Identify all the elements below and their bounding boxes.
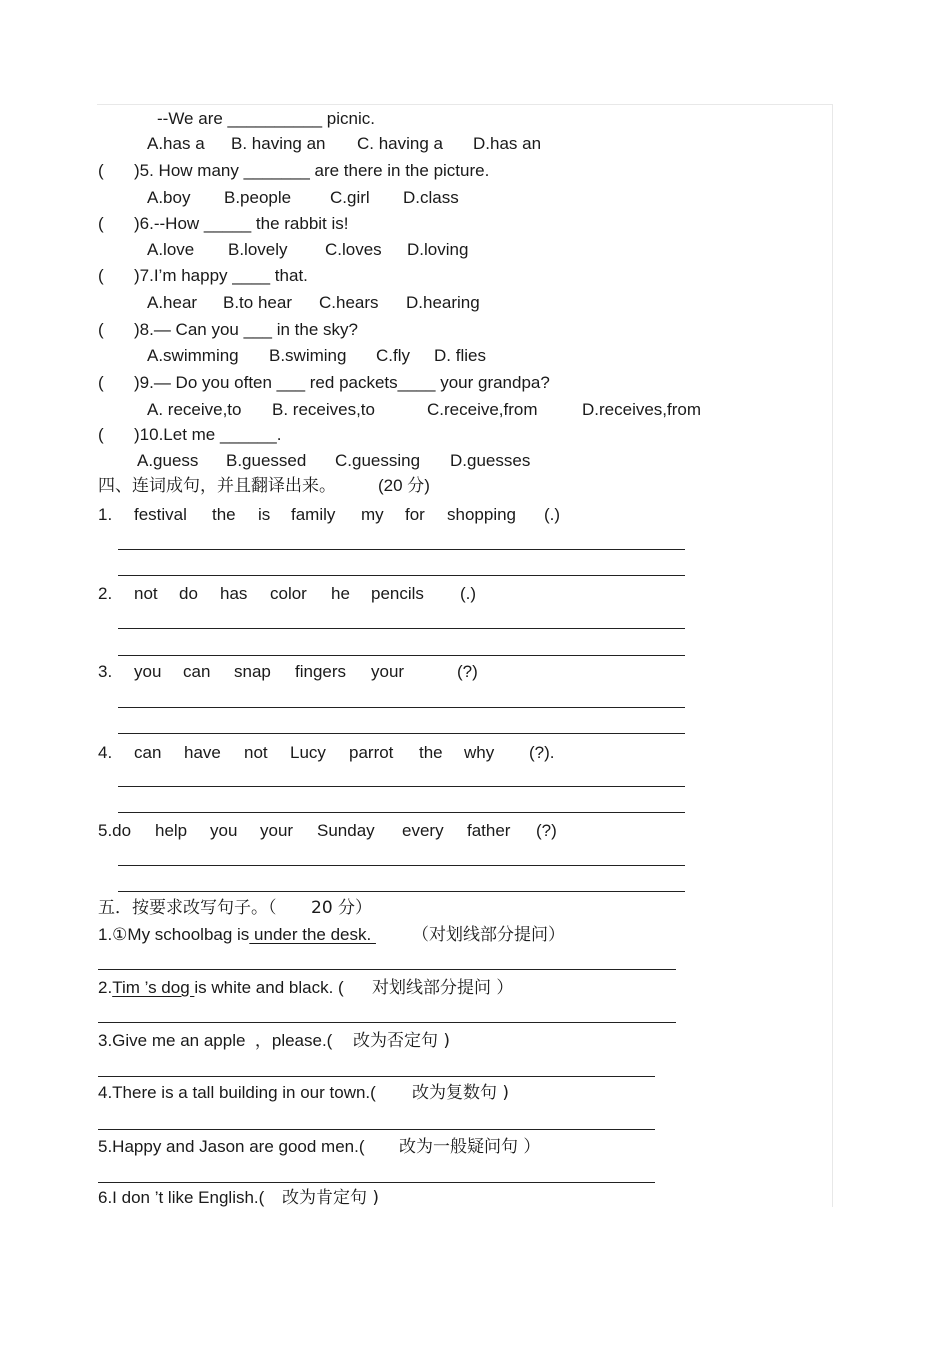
s4-item3-word: can: [183, 662, 211, 681]
s4-item2-word: do: [179, 584, 198, 603]
q9-option-c: C.receive,from: [427, 400, 538, 419]
s4-item1-num: 1.: [98, 505, 113, 524]
q8-option-d: D. flies: [434, 346, 486, 365]
q7-answer-paren: (: [98, 266, 104, 285]
section4-title: 四、连词成句，并且翻译出来。: [98, 476, 336, 496]
s4-item3-word: your: [371, 662, 405, 681]
s4-item2-word: color: [270, 584, 307, 603]
answer-line: [118, 865, 685, 866]
s5-item6-requirement: 改为肯定句 ): [282, 1188, 380, 1208]
s4-item3-word: you: [134, 662, 162, 681]
page-border-top: [97, 104, 832, 105]
s5-item1-requirement: （对划线部分提问）: [412, 925, 565, 945]
s4-item5-word: (?): [536, 821, 557, 840]
q9-answer-paren: (: [98, 373, 104, 392]
s4-item2-word: not: [134, 584, 158, 603]
s4-item5-num: 5.do: [98, 821, 132, 840]
s5-item2: [98, 978, 344, 998]
s4-item5-word: help: [155, 821, 188, 840]
q5-stem: )5. How many _______ are there in the picture.: [134, 161, 490, 180]
q10-option-a: A.guess: [137, 451, 199, 470]
s5-item3-text: 3.Give me an apple ，please.(: [98, 1031, 333, 1050]
q10-stem: )10.Let me ______.: [134, 425, 282, 444]
s4-item1-word: for: [405, 505, 425, 524]
q6-option-c: C.loves: [325, 240, 382, 259]
s4-item1-word: my: [361, 505, 384, 524]
s4-item1-word: shopping: [447, 505, 517, 524]
section5-title: 五．按要求改写句子。（: [98, 898, 277, 918]
q6-option-b: B.lovely: [228, 240, 288, 259]
q6-option-d: D.loving: [407, 240, 469, 259]
s4-item2-word: (.): [460, 584, 477, 603]
s4-item4-word: have: [184, 743, 221, 762]
s4-item1-word: festival: [134, 505, 187, 524]
q4-option-b: B. having an: [231, 134, 326, 153]
q5-option-c: C.girl: [330, 188, 370, 207]
q8-option-b: B.swiming: [269, 346, 347, 365]
q4-option-d: D.has an: [473, 134, 542, 153]
answer-line: [98, 1076, 655, 1077]
answer-line: [98, 1182, 655, 1183]
s4-item5-word: Sunday: [317, 821, 375, 840]
s4-item2-word: has: [220, 584, 248, 603]
section5-score: 20 分）: [311, 898, 373, 918]
s5-item2-requirement: 对划线部分提问 ）: [372, 978, 514, 998]
s5-item6-text: 6.I don ’t like English.(: [98, 1188, 265, 1207]
q7-stem: )7.I’m happy ____ that.: [134, 266, 308, 285]
s4-item1-word: is: [258, 505, 271, 524]
answer-line: [118, 655, 685, 656]
q8-option-a: A.swimming: [147, 346, 239, 365]
q7-option-c: C.hears: [319, 293, 379, 312]
q5-option-a: A.boy: [147, 188, 191, 207]
q10-option-c: C.guessing: [335, 451, 421, 470]
q4-option-c: C. having a: [357, 134, 443, 153]
q10-option-b: B.guessed: [226, 451, 307, 470]
s4-item4-word: why: [464, 743, 495, 762]
s5-item1-underlined: under the desk.: [249, 925, 376, 944]
s4-item3-word: (?): [457, 662, 478, 681]
s5-item5-requirement: 改为一般疑问句 ）: [399, 1137, 541, 1157]
answer-line: [118, 549, 685, 550]
s5-item2-text-after: is white and black. (: [194, 978, 344, 997]
s4-item2-num: 2.: [98, 584, 113, 603]
page-border-right: [832, 104, 833, 1207]
q9-option-b: B. receives,to: [272, 400, 375, 419]
q5-answer-paren: (: [98, 161, 104, 180]
q6-option-a: A.love: [147, 240, 195, 259]
answer-line: [118, 812, 685, 813]
s5-item4-requirement: 改为复数句 ): [412, 1083, 510, 1103]
s5-item3-requirement: 改为否定句 ): [353, 1031, 451, 1051]
s4-item4-word: parrot: [349, 743, 394, 762]
s4-item4-num: 4.: [98, 743, 113, 762]
s5-item2-underlined: Tim ’s dog: [112, 978, 195, 997]
s4-item3-num: 3.: [98, 662, 113, 681]
q9-option-d: D.receives,from: [582, 400, 702, 419]
answer-line: [98, 1129, 655, 1130]
s4-item5-word: you: [210, 821, 238, 840]
answer-line: [98, 1022, 676, 1023]
s4-item2-word: he: [331, 584, 350, 603]
s4-item5-word: father: [467, 821, 511, 840]
q10-answer-paren: (: [98, 425, 104, 444]
answer-line: [118, 786, 685, 787]
s4-item4-word: Lucy: [290, 743, 326, 762]
q4-stem: --We are __________ picnic.: [157, 109, 375, 128]
s4-item3-word: fingers: [295, 662, 347, 681]
q7-option-b: B.to hear: [223, 293, 292, 312]
s4-item3-word: snap: [234, 662, 271, 681]
s4-item5-word: your: [260, 821, 294, 840]
q5-option-b: B.people: [224, 188, 292, 207]
s5-item2-text: 2.: [98, 978, 113, 997]
q7-option-a: A.hear: [147, 293, 198, 312]
s4-item1-word: family: [291, 505, 336, 524]
q7-option-d: D.hearing: [406, 293, 480, 312]
s4-item4-word: not: [244, 743, 268, 762]
answer-line: [118, 575, 685, 576]
s5-item4-text: 4.There is a tall building in our town.(: [98, 1083, 376, 1102]
s4-item4-word: can: [134, 743, 162, 762]
q8-option-c: C.fly: [376, 346, 410, 365]
q6-stem: )6.--How _____ the rabbit is!: [134, 214, 349, 233]
q4-option-a: A.has a: [147, 134, 205, 153]
section4-score: (20 分): [378, 476, 430, 495]
answer-line: [118, 733, 685, 734]
q10-option-d: D.guesses: [450, 451, 531, 470]
answer-line: [118, 707, 685, 708]
answer-line: [98, 969, 676, 970]
answer-line: [118, 628, 685, 629]
q9-option-a: A. receive,to: [147, 400, 242, 419]
q6-answer-paren: (: [98, 214, 104, 233]
q8-stem: )8.— Can you ___ in the sky?: [134, 320, 358, 339]
q9-stem: )9.— Do you often ___ red packets____ your grandpa?: [134, 373, 550, 392]
s5-item1-text: 1.①My schoolbag is: [98, 925, 250, 944]
q5-option-d: D.class: [403, 188, 459, 207]
s4-item4-word: (?).: [529, 743, 555, 762]
s4-item1-word: (.): [544, 505, 561, 524]
answer-line: [118, 891, 685, 892]
s4-item1-word: the: [212, 505, 236, 524]
s4-item4-word: the: [419, 743, 443, 762]
q8-answer-paren: (: [98, 320, 104, 339]
s4-item2-word: pencils: [371, 584, 424, 603]
s5-item1: [98, 925, 376, 945]
s5-item5-text: 5.Happy and Jason are good men.(: [98, 1137, 365, 1156]
s4-item5-word: every: [402, 821, 444, 840]
